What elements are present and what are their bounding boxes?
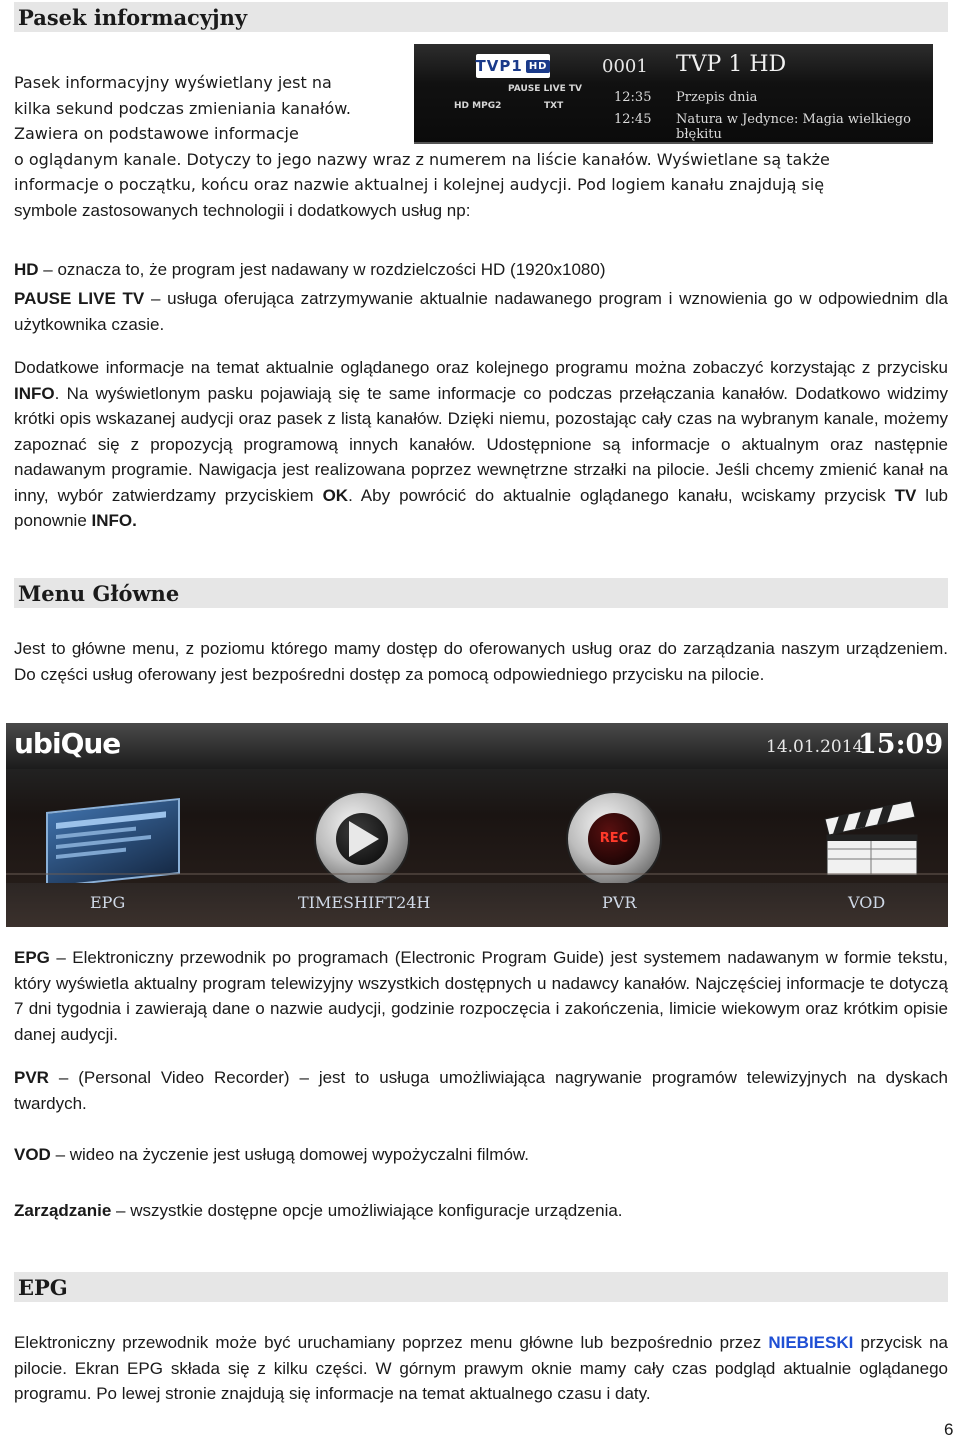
info-bar-screenshot	[414, 44, 933, 144]
next-title: Natura w Jedynce: Magia wielkiego błękitu	[676, 112, 911, 142]
intro-line: kilka sekund podczas zmieniania kanałów.	[14, 98, 351, 118]
tile-label-vod[interactable]: VOD	[848, 893, 886, 912]
menu-date: 14.01.2014	[766, 737, 864, 757]
menu-clock: 15:09	[858, 729, 944, 760]
pvr-rec-icon[interactable]	[568, 793, 660, 885]
main-menu-intro: Jest to główne menu, z poziomu którego mamy dostęp do oferowanych usług oraz do zarządzania naszym urządzeniem. Do części usług oferowany jest bezpośredni dostęp za pomocą odpowiedniego przycisku na pilocie.	[14, 639, 948, 684]
menu-label-strip	[6, 883, 948, 927]
epg-paragraph: Elektroniczny przewodnik może być uruchamiany poprzez menu główne lub bezpośrednio przez NIEBIESKI przycisk na pilocie. Ekran EPG składa się z kilku części. W górnym prawym oknie mamy cały czas podgląd aktualnie oglądanego programu. Po lewej stronie znajdują się informacje na temat aktualnego czasu i daty.	[14, 1333, 948, 1403]
intro-line: informacje o początku, końcu oraz nazwie aktualnej i kolejnej audycji. Pod logiem kanału znajdują się	[14, 175, 825, 194]
now-time: 12:35	[614, 90, 652, 105]
intro-line: o oglądanym kanale. Dotyczy to jego nazwy wraz z numerem na liście kanałów. Wyświetlane są także	[14, 149, 830, 169]
txt-symbol: TXT	[544, 101, 564, 111]
vod-clapperboard-icon[interactable]	[821, 791, 921, 877]
pvr-definition: PVR – (Personal Video Recorder) – jest to usługa umożliwiająca nagrywanie programów telewizyjnych na dyskach twardych.	[14, 1068, 948, 1113]
manage-definition: Zarządzanie – wszystkie dostępne opcje umożliwiające konfiguracje urządzenia.	[14, 1201, 623, 1220]
tile-label-pvr[interactable]: PVR	[602, 893, 637, 912]
section-heading-main-menu	[14, 578, 948, 608]
timeshift-play-icon[interactable]	[316, 793, 408, 885]
heading-text: Pasek informacyjny	[18, 5, 248, 30]
tvp1-logo: TVP 1 HD	[476, 54, 550, 78]
ubique-logo: ubiQue	[14, 727, 121, 760]
info-extra-paragraph: Dodatkowe informacje na temat aktualnie oglądanego oraz kolejnego programu można zobaczyć korzystając z przycisku INFO. Na wyświetlonym pasku pojawiają się te same informacje co podczas przełączania kanałów. Dodatkowo widzimy krótki opis wskazanej audycji oraz pasek z listą kanałów. Dzięki niemu, pozostając cały czas na wybranym kanale, możemy zapoznać się z propozycją programową innych kanałów. Udostępnione są informacje o aktualnym oraz następnie nadawanym programie. Nawigacja jest realizowana poprzez wewnętrzne strzałki na pilocie. Jeśli chcemy zmienić kanał na inny, wybór zatwierdzamy przyciskiem OK. Aby powrócić do aktualnie oglądanego kanału, wciskamy przycisk TV lub ponownie INFO.	[14, 358, 948, 530]
intro-line: symbole zastosowanych technologii i dodatkowych usług np:	[14, 200, 471, 220]
pause-live-tv-definition: PAUSE LIVE TV – usługa oferująca zatrzymywanie aktualnie nadawanego program i wznowienia go w odpowiednim dla użytkownika czasie.	[14, 289, 948, 334]
hd-mpg2-symbol: HD MPG2	[454, 101, 502, 111]
heading-text: EPG	[18, 1275, 68, 1300]
channel-name: TVP 1 HD	[676, 52, 787, 77]
now-title: Przepis dnia	[676, 90, 758, 105]
epg-definition: EPG – Elektroniczny przewodnik po programach (Electronic Program Guide) jest systemem nadawanym w formie tekstu, który wyświetla aktualny program telewizyjny wszystkich dostępnych u nadawcy kanałów. Najczęściej informacje te dotyczą 7 dni tygodnia i zawierają dane o nazwie audycji, godzinie rozpoczęcia i zakończenia, limicie wiekowym oraz krótkim opisie danej audycji.	[14, 948, 948, 1044]
section-heading-info-bar	[14, 2, 948, 32]
channel-number: 0001	[602, 56, 648, 77]
section-heading-epg	[14, 1272, 948, 1302]
intro-line: Pasek informacyjny wyświetlany jest na	[14, 73, 332, 92]
tile-label-epg[interactable]: EPG	[90, 893, 126, 912]
rec-label: REC	[599, 831, 629, 846]
pause-live-tv-symbol: PAUSE LIVE TV	[508, 84, 582, 94]
heading-text: Menu Główne	[18, 581, 180, 606]
page-number: 6	[944, 1420, 954, 1439]
main-menu-screenshot	[6, 723, 948, 927]
hd-definition: HD – oznacza to, że program jest nadawany w rozdzielczości HD (1920x1080)	[14, 260, 606, 279]
tile-label-timeshift[interactable]: TIMESHIFT24H	[298, 893, 431, 912]
vod-definition: VOD – wideo na życzenie jest usługą domowej wypożyczalni filmów.	[14, 1145, 529, 1164]
next-time: 12:45	[614, 112, 652, 127]
intro-line: Zawiera on podstawowe informacje	[14, 124, 299, 143]
